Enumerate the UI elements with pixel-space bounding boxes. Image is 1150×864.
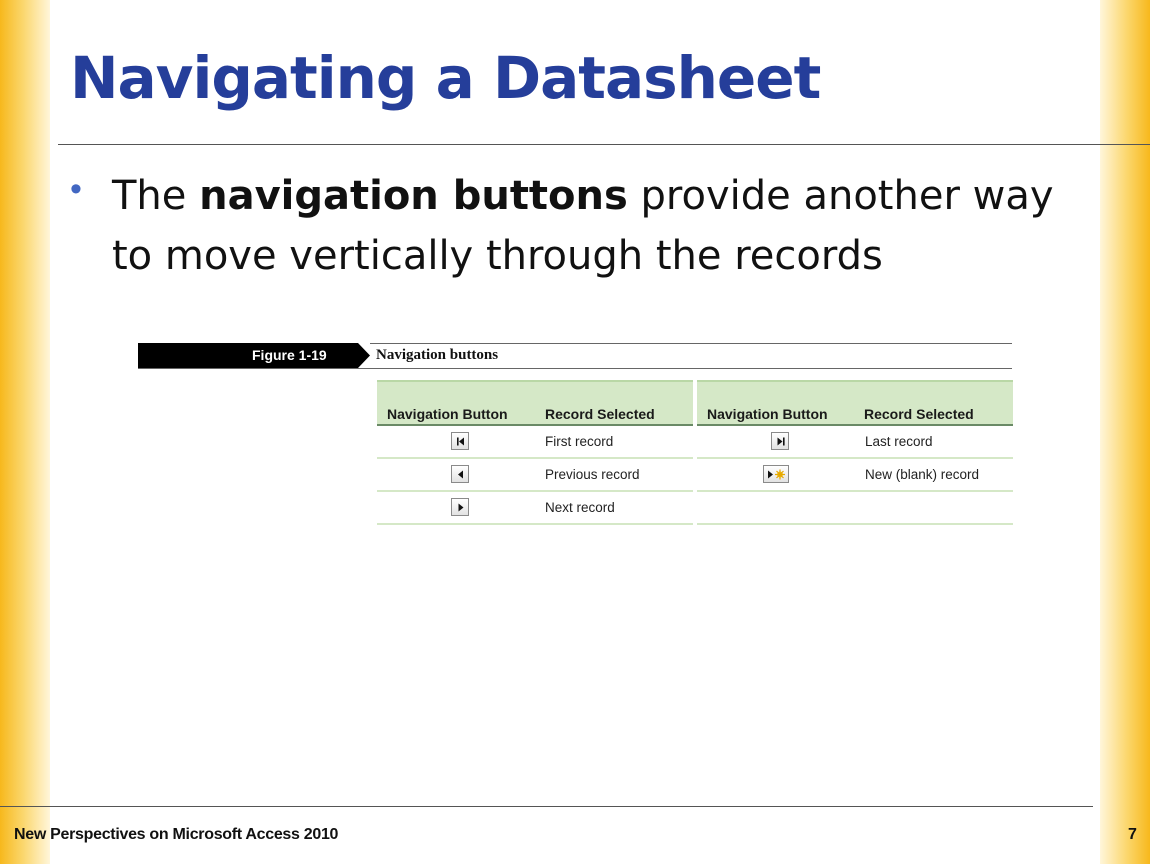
right-gradient-edge [1100, 0, 1150, 864]
footer-text: New Perspectives on Microsoft Access 2010 [14, 826, 339, 843]
footer-divider [0, 806, 1093, 807]
last-record-icon [771, 432, 789, 450]
table-row [377, 426, 693, 459]
figure-bottom-rule [138, 368, 1012, 369]
bullet-dot-icon: • [70, 170, 82, 208]
page-number: 7 [1128, 826, 1137, 843]
record-selected-text: Next record [545, 500, 615, 515]
record-selected-text: Last record [865, 434, 933, 449]
header-navigation-button: Navigation Button [707, 406, 828, 422]
header-record-selected: Record Selected [545, 406, 655, 422]
record-selected-text: First record [545, 434, 614, 449]
navigation-table-right [697, 380, 1013, 525]
first-record-icon [451, 432, 469, 450]
table-row [697, 426, 1013, 459]
table-header [377, 380, 693, 426]
new-record-icon [763, 465, 789, 483]
bullet-bold-term: navigation buttons [199, 173, 628, 219]
next-record-icon [451, 498, 469, 516]
title-divider [58, 144, 1150, 145]
slide-title: Navigating a Datasheet [70, 44, 821, 112]
table-row [697, 459, 1013, 492]
table-row [377, 492, 693, 525]
table-row [377, 459, 693, 492]
bullet-text [112, 166, 1072, 286]
header-record-selected: Record Selected [864, 406, 974, 422]
navigation-table-left [377, 380, 693, 525]
figure-label: Figure 1-19 [252, 347, 327, 363]
header-navigation-button: Navigation Button [387, 406, 508, 422]
left-gradient-edge [0, 0, 50, 864]
bullet-suffix: provide another way to move vertically through the records [112, 173, 1054, 279]
bullet-prefix: The [112, 173, 200, 219]
previous-record-icon [451, 465, 469, 483]
figure-caption: Navigation buttons [376, 347, 499, 363]
record-selected-text: Previous record [545, 467, 640, 482]
record-selected-text: New (blank) record [865, 467, 980, 482]
table-header [697, 380, 1013, 426]
figure-top-rule [370, 343, 1012, 344]
table-row-empty [697, 492, 1013, 525]
figure [138, 343, 1012, 523]
